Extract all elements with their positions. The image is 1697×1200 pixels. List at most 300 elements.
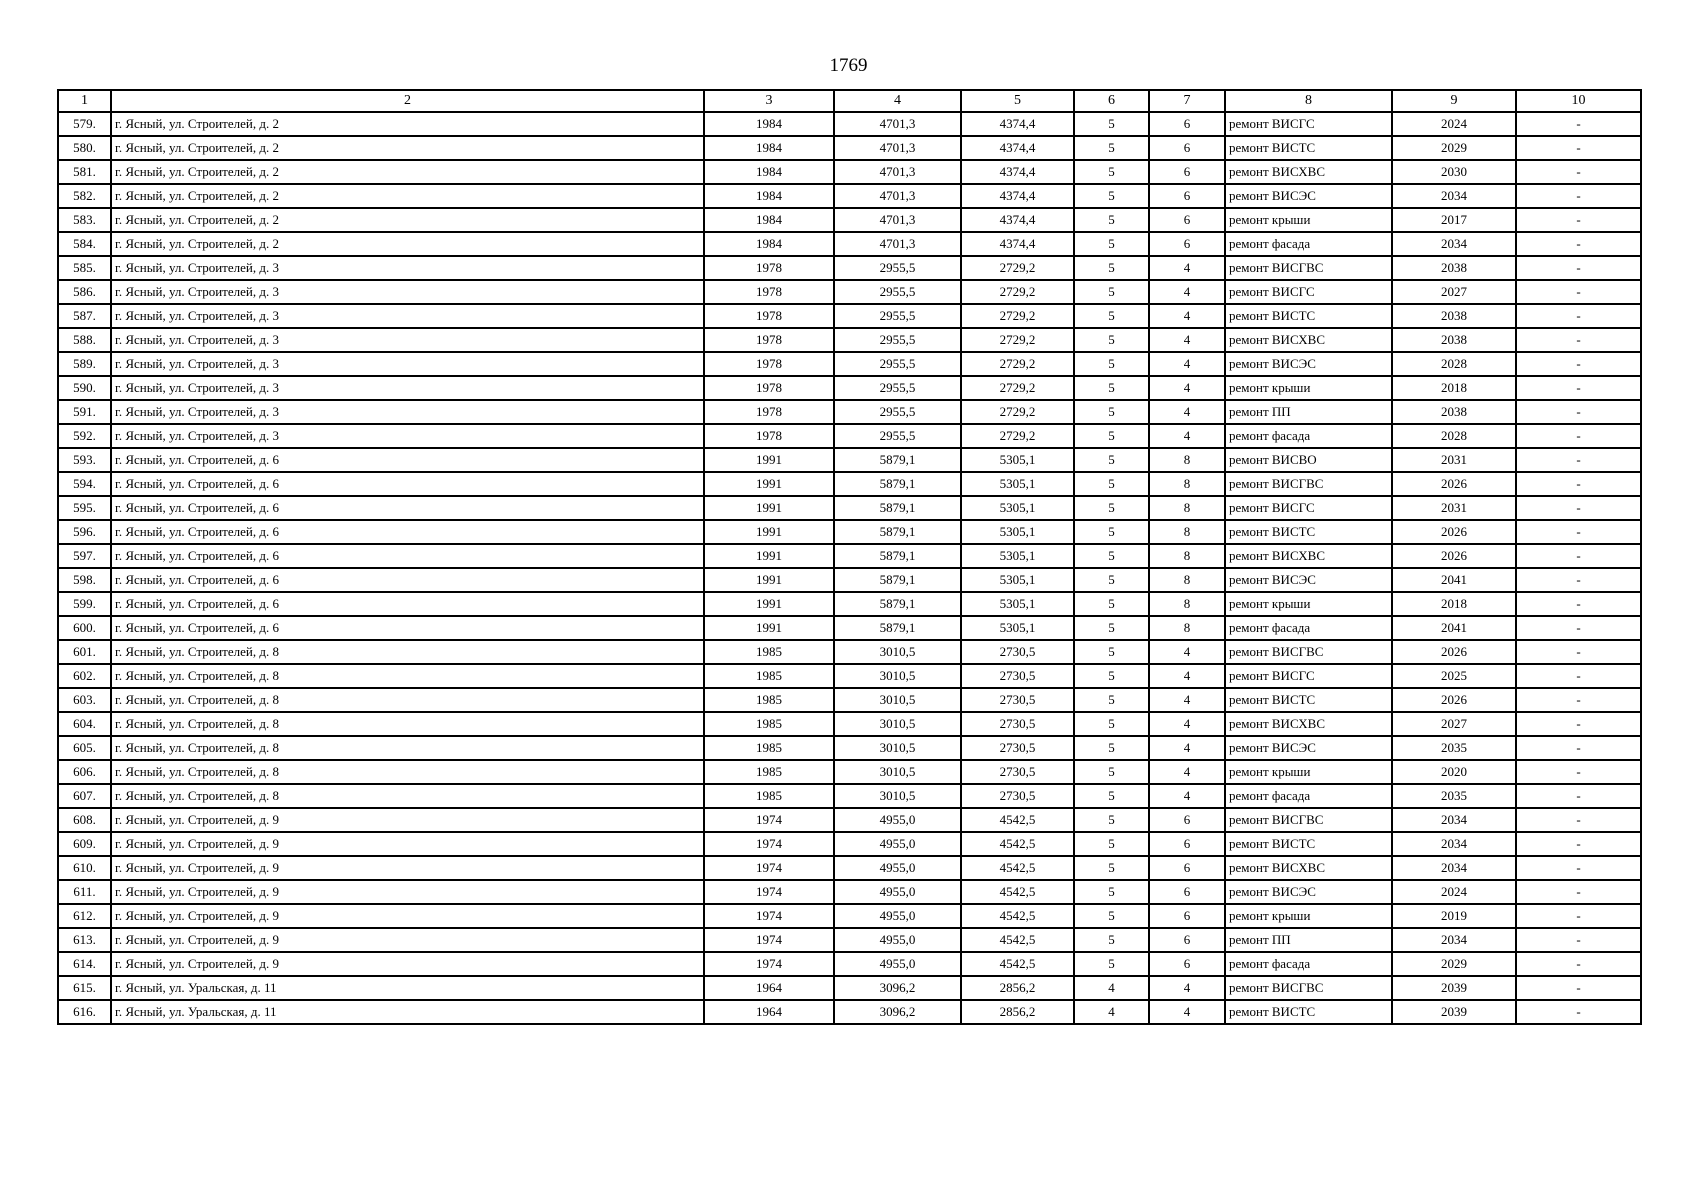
cell-floors: 5 [1074,904,1149,928]
table-row [58,832,1641,856]
cell-build-year: 1984 [704,208,834,232]
cell-living-area: 4374,4 [961,208,1074,232]
cell-work-type: ремонт фасада [1225,232,1392,256]
cell-build-year: 1991 [704,568,834,592]
cell-work-type: ремонт ВИСГС [1225,496,1392,520]
cell-work-type: ремонт крыши [1225,760,1392,784]
cell-address: г. Ясный, ул. Строителей, д. 9 [111,832,704,856]
cell-total-area: 2955,5 [834,328,961,352]
cell-total-area: 2955,5 [834,376,961,400]
cell-entrances: 4 [1149,424,1225,448]
cell-work-type: ремонт ВИСЭС [1225,184,1392,208]
cell-total-area: 4701,3 [834,160,961,184]
cell-work-type: ремонт ВИСХВС [1225,712,1392,736]
cell-planned-year: 2026 [1392,640,1516,664]
cell-build-year: 1984 [704,184,834,208]
cell-note: - [1516,640,1641,664]
cell-work-type: ремонт ВИСГВС [1225,472,1392,496]
column-header-build-year: 3 [704,90,834,112]
cell-build-year: 1974 [704,808,834,832]
cell-floors: 5 [1074,400,1149,424]
cell-entrances: 8 [1149,544,1225,568]
cell-floors: 5 [1074,928,1149,952]
cell-address: г. Ясный, ул. Строителей, д. 8 [111,664,704,688]
cell-entrances: 4 [1149,640,1225,664]
cell-row-number: 595. [58,496,111,520]
table-row [58,424,1641,448]
cell-build-year: 1985 [704,640,834,664]
cell-row-number: 592. [58,424,111,448]
cell-planned-year: 2038 [1392,304,1516,328]
cell-planned-year: 2017 [1392,208,1516,232]
cell-work-type: ремонт ВИСГС [1225,112,1392,136]
cell-note: - [1516,568,1641,592]
cell-work-type: ремонт крыши [1225,904,1392,928]
cell-total-area: 4955,0 [834,952,961,976]
cell-note: - [1516,856,1641,880]
cell-total-area: 2955,5 [834,424,961,448]
cell-build-year: 1984 [704,136,834,160]
table-row [58,568,1641,592]
table-row [58,952,1641,976]
cell-note: - [1516,952,1641,976]
cell-living-area: 4374,4 [961,136,1074,160]
cell-total-area: 4955,0 [834,904,961,928]
cell-living-area: 2729,2 [961,256,1074,280]
cell-build-year: 1974 [704,928,834,952]
cell-note: - [1516,904,1641,928]
cell-address: г. Ясный, ул. Строителей, д. 3 [111,328,704,352]
cell-work-type: ремонт фасада [1225,424,1392,448]
column-header-floors: 6 [1074,90,1149,112]
table-row [58,520,1641,544]
cell-living-area: 4542,5 [961,832,1074,856]
table-row [58,184,1641,208]
cell-work-type: ремонт крыши [1225,208,1392,232]
cell-living-area: 5305,1 [961,544,1074,568]
cell-entrances: 8 [1149,448,1225,472]
cell-floors: 5 [1074,952,1149,976]
cell-living-area: 2730,5 [961,784,1074,808]
cell-total-area: 4701,3 [834,136,961,160]
cell-floors: 5 [1074,664,1149,688]
cell-row-number: 596. [58,520,111,544]
cell-planned-year: 2039 [1392,976,1516,1000]
cell-row-number: 587. [58,304,111,328]
cell-note: - [1516,304,1641,328]
cell-planned-year: 2031 [1392,496,1516,520]
cell-address: г. Ясный, ул. Строителей, д. 3 [111,280,704,304]
cell-entrances: 6 [1149,928,1225,952]
cell-row-number: 599. [58,592,111,616]
cell-work-type: ремонт фасада [1225,952,1392,976]
cell-planned-year: 2034 [1392,808,1516,832]
cell-entrances: 6 [1149,184,1225,208]
cell-total-area: 3010,5 [834,736,961,760]
cell-floors: 5 [1074,352,1149,376]
cell-planned-year: 2024 [1392,112,1516,136]
cell-row-number: 593. [58,448,111,472]
table-row [58,664,1641,688]
cell-floors: 5 [1074,880,1149,904]
cell-build-year: 1984 [704,112,834,136]
cell-floors: 4 [1074,976,1149,1000]
cell-address: г. Ясный, ул. Строителей, д. 3 [111,424,704,448]
cell-total-area: 4955,0 [834,856,961,880]
cell-note: - [1516,880,1641,904]
cell-floors: 4 [1074,1000,1149,1024]
cell-entrances: 6 [1149,856,1225,880]
cell-living-area: 5305,1 [961,592,1074,616]
cell-address: г. Ясный, ул. Строителей, д. 9 [111,880,704,904]
cell-note: - [1516,664,1641,688]
cell-living-area: 2729,2 [961,304,1074,328]
cell-entrances: 4 [1149,280,1225,304]
cell-address: г. Ясный, ул. Строителей, д. 6 [111,520,704,544]
cell-build-year: 1985 [704,760,834,784]
cell-build-year: 1974 [704,856,834,880]
cell-planned-year: 2038 [1392,400,1516,424]
cell-total-area: 2955,5 [834,352,961,376]
cell-row-number: 615. [58,976,111,1000]
cell-address: г. Ясный, ул. Строителей, д. 2 [111,184,704,208]
cell-work-type: ремонт ПП [1225,928,1392,952]
cell-planned-year: 2029 [1392,136,1516,160]
cell-total-area: 5879,1 [834,472,961,496]
table-row [58,136,1641,160]
cell-address: г. Ясный, ул. Строителей, д. 9 [111,952,704,976]
cell-living-area: 4374,4 [961,112,1074,136]
cell-row-number: 579. [58,112,111,136]
cell-note: - [1516,352,1641,376]
cell-work-type: ремонт ВИСТС [1225,520,1392,544]
table-row [58,496,1641,520]
cell-row-number: 580. [58,136,111,160]
table-row [58,232,1641,256]
cell-work-type: ремонт ВИСТС [1225,304,1392,328]
cell-address: г. Ясный, ул. Строителей, д. 8 [111,736,704,760]
cell-floors: 5 [1074,784,1149,808]
cell-total-area: 4955,0 [834,808,961,832]
cell-note: - [1516,976,1641,1000]
cell-work-type: ремонт ВИСЭС [1225,568,1392,592]
cell-entrances: 6 [1149,232,1225,256]
table-row [58,208,1641,232]
cell-build-year: 1991 [704,520,834,544]
cell-entrances: 4 [1149,304,1225,328]
cell-floors: 5 [1074,280,1149,304]
cell-entrances: 6 [1149,952,1225,976]
repair-schedule-table [57,89,1642,1025]
cell-build-year: 1984 [704,160,834,184]
cell-living-area: 4374,4 [961,232,1074,256]
column-header-note: 10 [1516,90,1641,112]
cell-note: - [1516,280,1641,304]
cell-row-number: 608. [58,808,111,832]
cell-entrances: 6 [1149,160,1225,184]
cell-note: - [1516,376,1641,400]
cell-living-area: 4542,5 [961,856,1074,880]
cell-planned-year: 2034 [1392,856,1516,880]
cell-floors: 5 [1074,136,1149,160]
cell-address: г. Ясный, ул. Строителей, д. 9 [111,856,704,880]
cell-work-type: ремонт ВИСГВС [1225,640,1392,664]
cell-note: - [1516,496,1641,520]
cell-note: - [1516,136,1641,160]
cell-note: - [1516,400,1641,424]
cell-floors: 5 [1074,112,1149,136]
column-header-entrances: 7 [1149,90,1225,112]
table-header-row [58,90,1641,112]
cell-build-year: 1991 [704,544,834,568]
cell-floors: 5 [1074,472,1149,496]
table-row [58,976,1641,1000]
cell-entrances: 8 [1149,616,1225,640]
cell-build-year: 1991 [704,472,834,496]
cell-entrances: 4 [1149,688,1225,712]
cell-planned-year: 2035 [1392,784,1516,808]
cell-build-year: 1978 [704,280,834,304]
cell-note: - [1516,616,1641,640]
cell-row-number: 588. [58,328,111,352]
cell-note: - [1516,184,1641,208]
cell-total-area: 4955,0 [834,928,961,952]
cell-planned-year: 2041 [1392,616,1516,640]
table-row [58,736,1641,760]
cell-living-area: 5305,1 [961,616,1074,640]
cell-build-year: 1974 [704,952,834,976]
cell-floors: 5 [1074,592,1149,616]
cell-build-year: 1974 [704,904,834,928]
cell-note: - [1516,232,1641,256]
cell-entrances: 4 [1149,376,1225,400]
cell-total-area: 4701,3 [834,208,961,232]
cell-address: г. Ясный, ул. Строителей, д. 6 [111,448,704,472]
cell-address: г. Ясный, ул. Строителей, д. 8 [111,784,704,808]
cell-living-area: 2729,2 [961,376,1074,400]
cell-build-year: 1978 [704,256,834,280]
cell-living-area: 5305,1 [961,496,1074,520]
cell-row-number: 590. [58,376,111,400]
table-row [58,1000,1641,1024]
cell-living-area: 4542,5 [961,880,1074,904]
cell-total-area: 5879,1 [834,544,961,568]
cell-floors: 5 [1074,328,1149,352]
cell-living-area: 4374,4 [961,160,1074,184]
cell-build-year: 1964 [704,976,834,1000]
cell-planned-year: 2028 [1392,352,1516,376]
cell-total-area: 5879,1 [834,568,961,592]
cell-floors: 5 [1074,688,1149,712]
cell-living-area: 5305,1 [961,472,1074,496]
cell-entrances: 6 [1149,808,1225,832]
cell-row-number: 597. [58,544,111,568]
column-header-total-area: 4 [834,90,961,112]
cell-work-type: ремонт фасада [1225,784,1392,808]
cell-note: - [1516,928,1641,952]
cell-work-type: ремонт ВИСГВС [1225,256,1392,280]
cell-row-number: 612. [58,904,111,928]
cell-living-area: 5305,1 [961,448,1074,472]
table-row [58,616,1641,640]
cell-total-area: 3096,2 [834,1000,961,1024]
table-row [58,160,1641,184]
cell-address: г. Ясный, ул. Строителей, д. 6 [111,496,704,520]
cell-total-area: 2955,5 [834,256,961,280]
cell-floors: 5 [1074,160,1149,184]
cell-work-type: ремонт крыши [1225,376,1392,400]
table-row [58,544,1641,568]
cell-entrances: 4 [1149,256,1225,280]
cell-row-number: 582. [58,184,111,208]
column-header-address: 2 [111,90,704,112]
cell-build-year: 1978 [704,304,834,328]
cell-total-area: 2955,5 [834,280,961,304]
cell-row-number: 610. [58,856,111,880]
cell-entrances: 4 [1149,400,1225,424]
cell-planned-year: 2034 [1392,232,1516,256]
cell-planned-year: 2024 [1392,880,1516,904]
cell-note: - [1516,688,1641,712]
cell-row-number: 601. [58,640,111,664]
cell-total-area: 2955,5 [834,304,961,328]
cell-address: г. Ясный, ул. Строителей, д. 6 [111,616,704,640]
cell-address: г. Ясный, ул. Строителей, д. 2 [111,160,704,184]
cell-floors: 5 [1074,544,1149,568]
cell-row-number: 598. [58,568,111,592]
cell-row-number: 586. [58,280,111,304]
cell-note: - [1516,808,1641,832]
cell-floors: 5 [1074,304,1149,328]
cell-entrances: 8 [1149,472,1225,496]
table-row [58,880,1641,904]
cell-living-area: 4374,4 [961,184,1074,208]
cell-entrances: 4 [1149,760,1225,784]
cell-floors: 5 [1074,808,1149,832]
cell-living-area: 2729,2 [961,400,1074,424]
cell-note: - [1516,760,1641,784]
cell-address: г. Ясный, ул. Строителей, д. 8 [111,688,704,712]
cell-note: - [1516,328,1641,352]
cell-row-number: 605. [58,736,111,760]
table-row [58,304,1641,328]
cell-floors: 5 [1074,496,1149,520]
cell-address: г. Ясный, ул. Строителей, д. 6 [111,544,704,568]
cell-address: г. Ясный, ул. Строителей, д. 9 [111,808,704,832]
cell-address: г. Ясный, ул. Строителей, д. 3 [111,256,704,280]
cell-living-area: 5305,1 [961,520,1074,544]
cell-total-area: 4701,3 [834,232,961,256]
cell-floors: 5 [1074,640,1149,664]
cell-address: г. Ясный, ул. Строителей, д. 8 [111,712,704,736]
table-row [58,376,1641,400]
cell-address: г. Ясный, ул. Строителей, д. 6 [111,472,704,496]
cell-floors: 5 [1074,184,1149,208]
cell-floors: 5 [1074,208,1149,232]
cell-note: - [1516,448,1641,472]
cell-work-type: ремонт ВИСГС [1225,280,1392,304]
cell-planned-year: 2041 [1392,568,1516,592]
cell-living-area: 2730,5 [961,712,1074,736]
cell-work-type: ремонт ВИСГВС [1225,808,1392,832]
cell-living-area: 4542,5 [961,904,1074,928]
cell-row-number: 604. [58,712,111,736]
cell-note: - [1516,784,1641,808]
cell-planned-year: 2026 [1392,520,1516,544]
cell-build-year: 1991 [704,496,834,520]
cell-build-year: 1978 [704,352,834,376]
cell-living-area: 2856,2 [961,976,1074,1000]
cell-total-area: 5879,1 [834,592,961,616]
cell-entrances: 4 [1149,664,1225,688]
cell-address: г. Ясный, ул. Строителей, д. 9 [111,928,704,952]
cell-entrances: 8 [1149,592,1225,616]
cell-total-area: 4955,0 [834,880,961,904]
cell-entrances: 8 [1149,496,1225,520]
cell-work-type: ремонт ВИСХВС [1225,544,1392,568]
cell-build-year: 1985 [704,736,834,760]
cell-total-area: 4955,0 [834,832,961,856]
cell-total-area: 3010,5 [834,784,961,808]
cell-total-area: 4701,3 [834,184,961,208]
cell-note: - [1516,544,1641,568]
cell-address: г. Ясный, ул. Строителей, д. 3 [111,400,704,424]
table-row [58,352,1641,376]
cell-row-number: 616. [58,1000,111,1024]
cell-total-area: 3010,5 [834,688,961,712]
cell-work-type: ремонт ПП [1225,400,1392,424]
cell-note: - [1516,1000,1641,1024]
cell-planned-year: 2018 [1392,376,1516,400]
cell-build-year: 1991 [704,616,834,640]
table-row [58,400,1641,424]
table-row [58,760,1641,784]
cell-floors: 5 [1074,616,1149,640]
cell-living-area: 2729,2 [961,352,1074,376]
cell-note: - [1516,472,1641,496]
cell-build-year: 1985 [704,784,834,808]
cell-work-type: ремонт ВИСГВС [1225,976,1392,1000]
cell-planned-year: 2031 [1392,448,1516,472]
cell-work-type: ремонт ВИСТС [1225,1000,1392,1024]
table-row [58,256,1641,280]
cell-address: г. Ясный, ул. Строителей, д. 8 [111,760,704,784]
cell-address: г. Ясный, ул. Строителей, д. 3 [111,376,704,400]
cell-planned-year: 2034 [1392,832,1516,856]
cell-planned-year: 2026 [1392,688,1516,712]
cell-work-type: ремонт ВИСВО [1225,448,1392,472]
cell-living-area: 2730,5 [961,736,1074,760]
cell-total-area: 3010,5 [834,760,961,784]
cell-planned-year: 2034 [1392,184,1516,208]
cell-row-number: 585. [58,256,111,280]
cell-planned-year: 2038 [1392,328,1516,352]
cell-entrances: 8 [1149,520,1225,544]
cell-note: - [1516,832,1641,856]
cell-address: г. Ясный, ул. Строителей, д. 2 [111,232,704,256]
column-header-row-number: 1 [58,90,111,112]
cell-living-area: 2729,2 [961,328,1074,352]
cell-planned-year: 2034 [1392,928,1516,952]
cell-floors: 5 [1074,568,1149,592]
cell-build-year: 1964 [704,1000,834,1024]
column-header-planned-year: 9 [1392,90,1516,112]
cell-total-area: 4701,3 [834,112,961,136]
cell-floors: 5 [1074,424,1149,448]
cell-note: - [1516,424,1641,448]
cell-row-number: 591. [58,400,111,424]
cell-note: - [1516,520,1641,544]
